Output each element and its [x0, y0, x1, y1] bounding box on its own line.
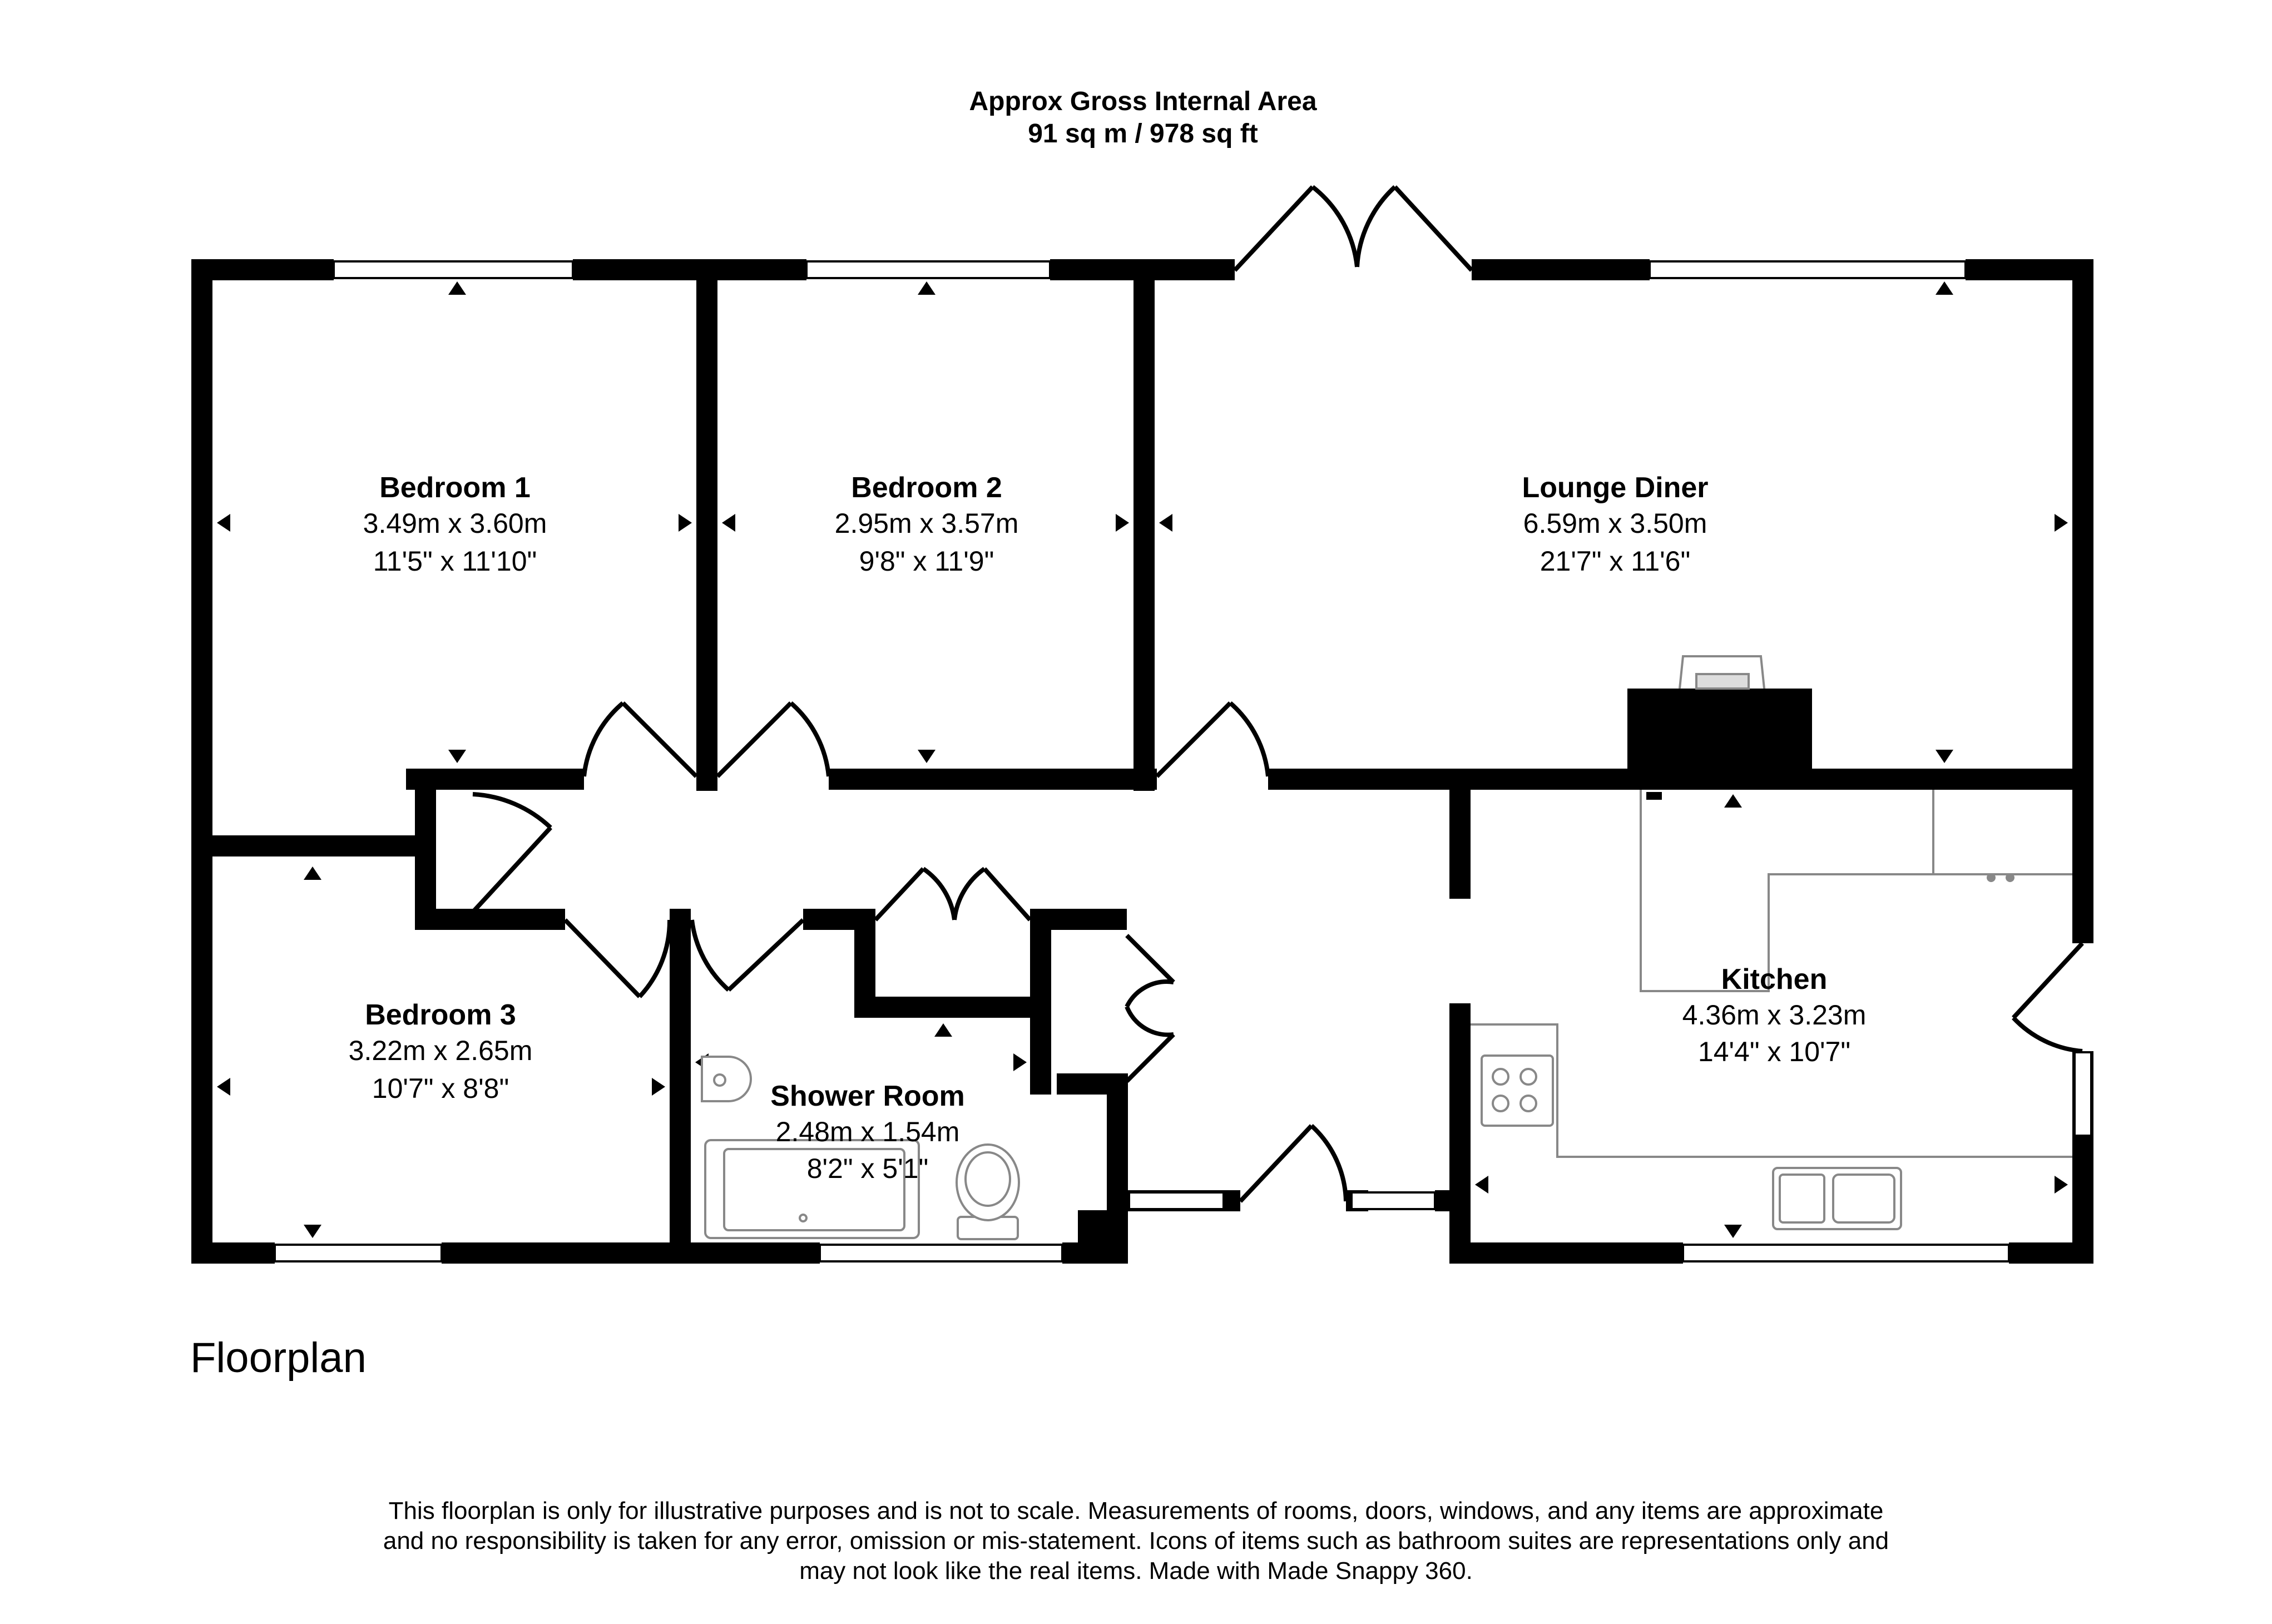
area-value: 91 sq m / 978 sq ft [1028, 119, 1258, 148]
hob [1482, 1056, 1553, 1126]
basin [702, 1057, 751, 1101]
room-metric-bedroom-3: 3.22m x 2.65m [348, 1035, 533, 1066]
room-name-lounge-diner: Lounge Diner [1522, 472, 1709, 504]
room-name-bedroom-2: Bedroom 2 [851, 472, 1002, 504]
floor-label: Floorplan [190, 1334, 367, 1382]
room-imperial-kitchen: 14'4" x 10'7" [1697, 1036, 1851, 1067]
room-imperial-bedroom-2: 9'8" x 11'9" [859, 546, 994, 577]
kitchen-sink [1773, 1168, 1901, 1229]
fireplace-grate [1696, 674, 1749, 689]
disclaimer-line-3: may not look like the real items. Made with Made Snappy 360. [799, 1557, 1473, 1585]
room-imperial-shower-room: 8'2" x 5'1" [806, 1153, 929, 1184]
room-imperial-bedroom-1: 11'5" x 11'10" [373, 546, 537, 577]
room-metric-lounge-diner: 6.59m x 3.50m [1523, 508, 1707, 539]
room-name-kitchen: Kitchen [1721, 963, 1828, 996]
room-imperial-lounge-diner: 21'7" x 11'6" [1540, 546, 1691, 577]
disclaimer-line-2: and no responsibility is taken for any error, omission or mis-statement. Icons of items such as bathroom suites are representations only and [383, 1527, 1889, 1554]
room-imperial-bedroom-3: 10'7" x 8'8" [372, 1073, 509, 1104]
room-name-shower-room: Shower Room [770, 1080, 965, 1112]
area-title: Approx Gross Internal Area [969, 87, 1317, 116]
fixtures [702, 656, 2072, 1239]
room-metric-shower-room: 2.48m x 1.54m [775, 1116, 960, 1147]
room-name-bedroom-1: Bedroom 1 [379, 472, 531, 504]
room-metric-kitchen: 4.36m x 3.23m [1682, 999, 1867, 1031]
kitchen-counter-top [1641, 790, 2072, 991]
room-metric-bedroom-2: 2.95m x 3.57m [834, 508, 1019, 539]
room-name-bedroom-3: Bedroom 3 [365, 999, 516, 1031]
walls [191, 259, 2093, 1264]
disclaimer [0, 1496, 2272, 1586]
room-metric-bedroom-1: 3.49m x 3.60m [363, 508, 547, 539]
disclaimer-line-1: This floorplan is only for illustrative purposes and is not to scale. Measurements of rooms, doors, windows, and any items are approximate [388, 1497, 1884, 1524]
